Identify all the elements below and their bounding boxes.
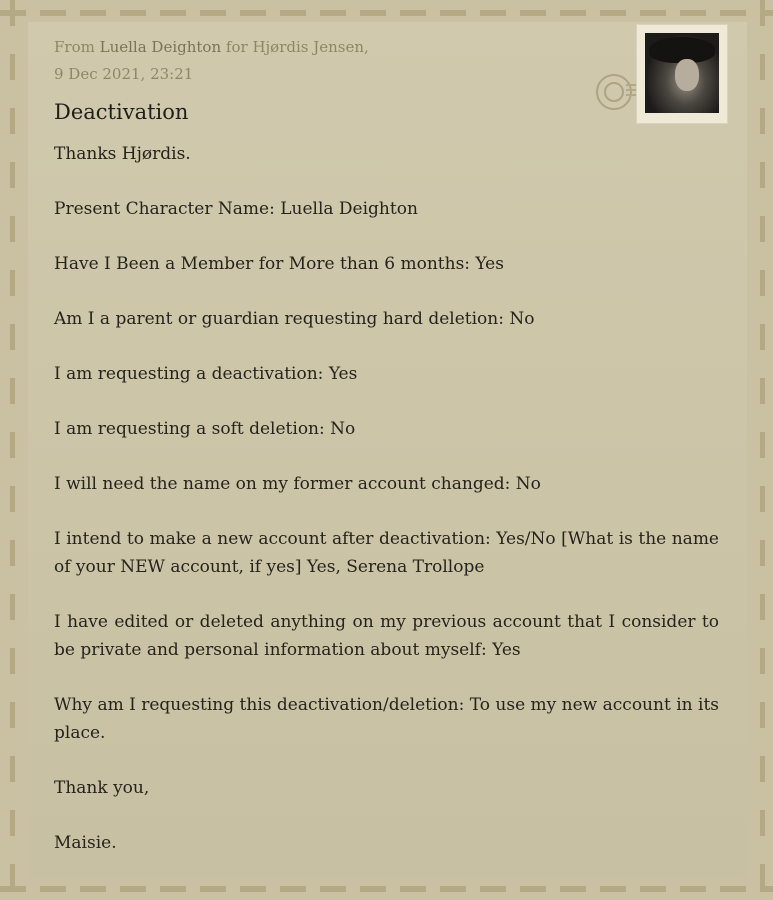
body-paragraph: I am requesting a deactivation: Yes	[54, 364, 358, 384]
face-shape	[675, 59, 699, 91]
body-paragraph: Have I Been a Member for More than 6 months: Yes	[54, 254, 504, 274]
sender-line	[54, 34, 719, 61]
message-subject: Deactivation	[54, 100, 189, 124]
letter-paper	[28, 22, 747, 878]
body-paragraph: Thank you,	[54, 778, 150, 798]
portrait-stamp-icon	[637, 25, 727, 123]
body-paragraph: Present Character Name: Luella Deighton	[54, 199, 418, 219]
body-paragraph: Maisie.	[54, 833, 117, 853]
body-paragraph: Am I a parent or guardian requesting hard deletion: No	[54, 309, 535, 329]
stamp-photo	[645, 33, 719, 113]
from-prefix: From	[54, 38, 95, 56]
airmail-border-right	[760, 0, 765, 900]
for-prefix: for	[225, 38, 248, 56]
sender-name[interactable]: Luella Deighton	[99, 38, 222, 56]
body-paragraph: Thanks Hjørdis.	[54, 144, 191, 164]
letter-content	[54, 34, 719, 884]
message-body	[54, 140, 719, 857]
body-paragraph: I will need the name on my former account changed: No	[54, 474, 541, 494]
airmail-border-bottom	[0, 886, 773, 892]
airmail-border-left	[10, 0, 15, 900]
message-date: 9 Dec 2021, 23:21	[54, 65, 194, 83]
recipient-name[interactable]: Hjørdis Jensen,	[252, 38, 369, 56]
airmail-border-top	[0, 10, 773, 16]
body-paragraph: I intend to make a new account after deactivation: Yes/No [What is the name of your NEW account, if yes] Yes, Serena Trollope	[54, 529, 719, 577]
body-paragraph: Why am I requesting this deactivation/deletion: To use my new account in its place.	[54, 695, 719, 743]
body-paragraph: I have edited or deleted anything on my previous account that I consider to be private and personal information about myself: Yes	[54, 612, 719, 660]
body-paragraph: I am requesting a soft deletion: No	[54, 419, 356, 439]
